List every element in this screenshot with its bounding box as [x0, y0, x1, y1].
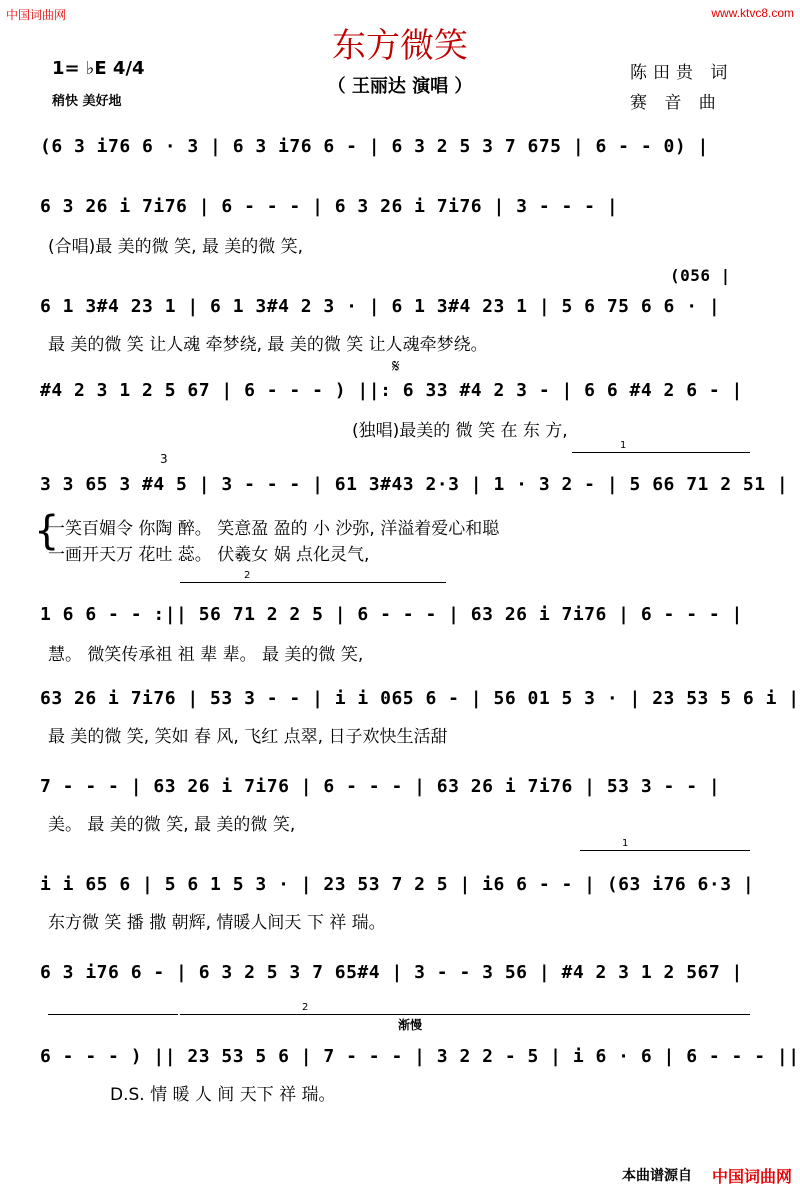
ending-bracket-2 [180, 582, 446, 583]
lyric-line-11: D.S. 情 暖 人 间 天下 祥 瑞。 [110, 1085, 336, 1105]
ending-number-1b: 1 [622, 838, 629, 849]
music-line-11: 6 - - - ) || 23 53 5 6 | 7 - - - | 3 2 2 - 5 | i 6 · 6 | 6 - - - || [40, 1046, 800, 1067]
pickup-measure: (056 | [670, 266, 731, 285]
lyric-line-4: (独唱)最美的 微 笑 在 东 方, [352, 421, 568, 441]
music-line-4: #4 2 3 1 2 5 67 | 6 - - - ) ||: 6 33 #4 2 3 - | 6 6 #4 2 6 - | [40, 380, 743, 401]
source-label: 本曲谱源自 [622, 1168, 692, 1184]
music-line-7: 63 26 i 7i76 | 53 3 - - | i i 065 6 - | 56 01 5 3 · | 23 53 5 6 i | [40, 688, 800, 709]
lyricist-credit: 陈田贵 词 [630, 63, 734, 83]
song-title: 东方微笑 [332, 26, 468, 66]
segno-mark: 𝄋 [392, 356, 400, 377]
music-line-9: i i 65 6 | 5 6 1 5 3 · | 23 53 7 2 5 | i6 6 - - | (63 i76 6·3 | [40, 874, 755, 895]
lyric-line-3: 最 美的微 笑 让人魂 牵梦绕, 最 美的微 笑 让人魂牵梦绕。 [48, 335, 488, 355]
tempo-marking: 稍快 美好地 [52, 94, 122, 109]
music-line-3: 6 1 3#4 23 1 | 6 1 3#4 2 3 · | 6 1 3#4 23 1 | 5 6 75 6 6 · | [40, 296, 721, 317]
lyric-line-5-verse-1: 一笑百媚令 你陶 醉。 笑意盈 盈的 小 沙弥, 洋溢着爱心和聪 [48, 519, 500, 539]
ending-number-2b: 2 [302, 1002, 309, 1013]
triplet-mark: 3 [160, 452, 168, 466]
lyric-line-6: 慧。 微笑传承祖 祖 辈 辈。 最 美的微 笑, [48, 645, 364, 665]
music-line-2: 6 3 26 i 7i76 | 6 - - - | 6 3 26 i 7i76 | 3 - - - | [40, 196, 619, 217]
lyric-line-7: 最 美的微 笑, 笑如 春 风, 飞红 点翠, 日子欢快生活甜 [48, 727, 448, 747]
verse-brace: { [34, 508, 60, 554]
music-line-8: 7 - - - | 63 26 i 7i76 | 6 - - - | 63 26 i 7i76 | 53 3 - - | [40, 776, 721, 797]
performer-subtitle: （ 王丽达 演唱 ） [327, 76, 473, 97]
key-signature: 1= ♭E 4/4 [52, 58, 145, 79]
lyric-line-2: (合唱)最 美的微 笑, 最 美的微 笑, [48, 237, 304, 257]
music-line-6: 1 6 6 - - :|| 56 71 2 2 5 | 6 - - - | 63 26 i 7i76 | 6 - - - | [40, 604, 743, 625]
site-url: www.ktvc8.com [711, 6, 794, 20]
ending-number-2: 2 [244, 570, 251, 581]
ending-bracket-2b [180, 1014, 750, 1015]
music-line-5: 3 3 65 3 #4 5 | 3 - - - | 61 3#43 2·3 | 1 · 3 2 - | 5 66 71 2 51 | [40, 474, 789, 495]
ritardando-mark: 渐慢 [398, 1018, 423, 1032]
composer-credit: 赛 音 曲 [630, 93, 722, 113]
lyric-line-5-verse-2: 一画开天万 花吐 蕊。 伏羲女 娲 点化灵气, [48, 545, 370, 565]
ending-bracket-1c [48, 1014, 178, 1015]
lyric-line-9: 东方微 笑 播 撒 朝辉, 情暖人间天 下 祥 瑞。 [48, 913, 386, 933]
ending-bracket-1 [572, 452, 750, 453]
ending-bracket-1b [580, 850, 750, 851]
lyric-line-8: 美。 最 美的微 笑, 最 美的微 笑, [48, 815, 296, 835]
music-line-10: 6 3 i76 6 - | 6 3 2 5 3 7 65#4 | 3 - - 3 56 | #4 2 3 1 2 567 | [40, 962, 743, 983]
music-line-1: (6 3 i76 6 · 3 | 6 3 i76 6 - | 6 3 2 5 3 7 675 | 6 - - 0) | [40, 136, 709, 157]
ending-number-1: 1 [620, 440, 627, 451]
source-site: 中国词曲网 [711, 1167, 792, 1186]
site-name: 中国词曲网 [6, 8, 67, 22]
